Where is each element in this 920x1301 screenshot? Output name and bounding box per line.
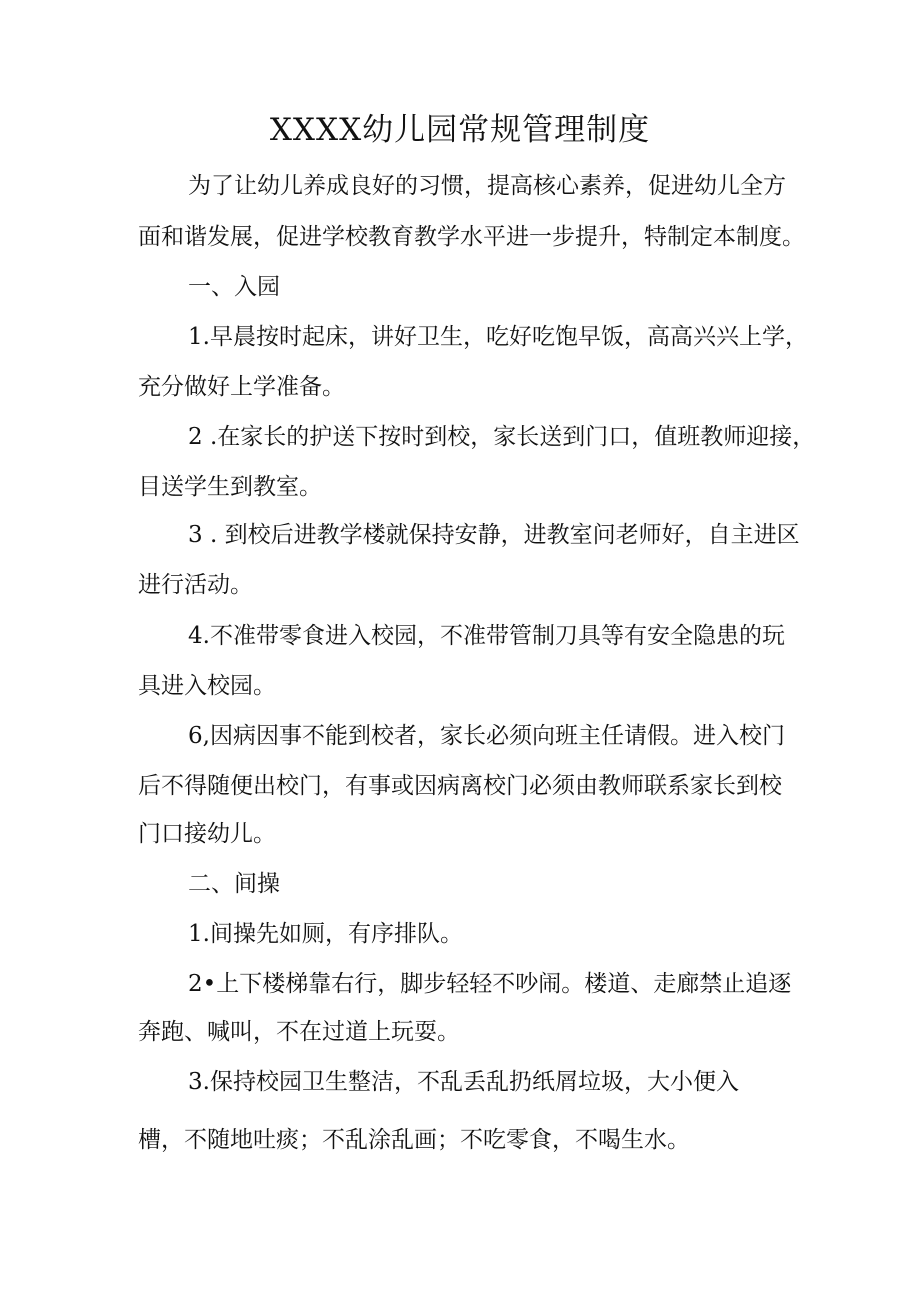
entry-item-4-line-2: 具进入校园。 xyxy=(138,673,276,699)
exercise-item-3-line-1: 3.保持校园卫生整洁，不乱丢乱扔纸屑垃圾，大小便入 xyxy=(188,1069,739,1095)
entry-item-5-line-2: 后不得随便出校门，有事或因病离校门必须由教师联系家长到校 xyxy=(138,773,782,799)
document-title: XXXX幼儿园常规管理制度 xyxy=(269,112,651,148)
intro-line-1: 为了让幼儿养成良好的习惯，提高核心素养，促进幼儿全方 xyxy=(188,173,786,199)
entry-item-3-line-1: 3 . 到校后进教学楼就保持安静，进教室问老师好，自主进区 xyxy=(188,522,800,548)
intro-line-2: 面和谐发展，促进学校教育教学水平进一步提升，特制定本制度。 xyxy=(138,224,805,250)
entry-item-2-line-2: 目送学生到教室。 xyxy=(138,474,322,500)
entry-item-5-line-3: 门口接幼儿。 xyxy=(138,821,276,847)
entry-item-5-line-1: 6,因病因事不能到校者，家长必须向班主任请假。进入校门 xyxy=(188,723,785,749)
entry-item-3-line-2: 进行活动。 xyxy=(138,572,253,598)
entry-item-1-line-2: 充分做好上学准备。 xyxy=(138,374,345,400)
section-heading-exercise: 二、间操 xyxy=(188,871,280,897)
section-heading-entry: 一、入园 xyxy=(188,274,280,300)
entry-item-2-line-1: 2 .在家长的护送下按时到校，家长送到门口，值班教师迎接， xyxy=(188,424,816,450)
entry-item-4-line-1: 4.不准带零食进入校园，不准带管制刀具等有安全隐患的玩 xyxy=(188,623,785,649)
exercise-item-3-line-2: 槽，不随地吐痰；不乱涂乱画；不吃零食，不喝生水。 xyxy=(138,1127,690,1153)
exercise-item-2-line-2: 奔跑、喊叫，不在过道上玩耍。 xyxy=(138,1019,460,1045)
exercise-item-1-line-1: 1.间操先如厕，有序排队。 xyxy=(188,921,463,947)
entry-item-1-line-1: 1.早晨按时起床，讲好卫生，吃好吃饱早饭，高高兴兴上学， xyxy=(188,324,808,350)
exercise-item-2-line-1: 2•上下楼梯靠右行，脚步轻轻不吵闹。楼道、走廊禁止追逐 xyxy=(188,971,792,997)
